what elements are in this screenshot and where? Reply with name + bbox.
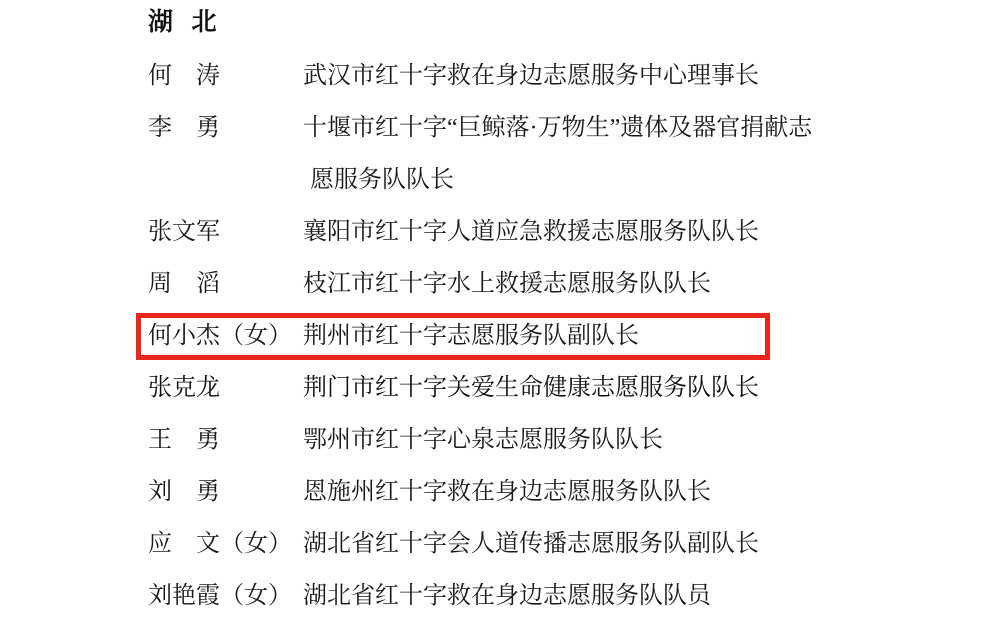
- entry-name: 李 勇: [148, 114, 220, 141]
- entry-name: 刘 勇: [148, 478, 220, 505]
- entry-name: 应 文（女）: [148, 530, 292, 557]
- section-heading-char-1: 湖: [148, 9, 174, 36]
- list-item-continuation: [0, 150, 1000, 202]
- entry-description: 湖北省红十字会人道传播志愿服务队副队长: [303, 530, 759, 557]
- entry-name: 刘艳霞（女）: [148, 582, 292, 609]
- list-item: [0, 98, 1000, 150]
- entry-description: 十堰市红十字“巨鲸落·万物生”遗体及器官捐献志: [303, 114, 813, 141]
- list-item-highlighted: [0, 358, 1000, 410]
- entry-name: 周 滔: [148, 270, 220, 297]
- list-item: [0, 514, 1000, 566]
- list-item: [0, 462, 1000, 514]
- entry-name: 何小杰（女）: [148, 322, 292, 349]
- entry-description: 鄂州市红十字心泉志愿服务队队长: [303, 426, 663, 453]
- entry-name: 张文军: [148, 218, 220, 245]
- entry-description: 襄阳市红十字人道应急救援志愿服务队队长: [303, 218, 759, 245]
- list-item: [0, 306, 1000, 358]
- entry-description: 荆州市红十字志愿服务队副队长: [303, 322, 639, 349]
- entry-description: 枝江市红十字水上救援志愿服务队队长: [303, 270, 711, 297]
- entry-name: 王 勇: [148, 426, 220, 453]
- entry-description-continued: 愿服务队队长: [310, 166, 454, 193]
- entry-name: 何 涛: [148, 62, 220, 89]
- entry-description: 湖北省红十字救在身边志愿服务队队员: [303, 582, 711, 609]
- list-item: [0, 202, 1000, 254]
- entry-list: [0, 46, 1000, 618]
- entry-description: 恩施州红十字救在身边志愿服务队队长: [303, 478, 711, 505]
- list-item: [0, 46, 1000, 98]
- list-item: [0, 566, 1000, 618]
- entry-description: 武汉市红十字救在身边志愿服务中心理事长: [303, 62, 759, 89]
- list-item: [0, 254, 1000, 306]
- entry-name: 张克龙: [148, 374, 220, 401]
- entry-description: 荆门市红十字关爱生命健康志愿服务队队长: [303, 374, 759, 401]
- section-heading-char-2: 北: [191, 9, 218, 36]
- list-item: [0, 410, 1000, 462]
- section-heading-hubei: [148, 2, 217, 38]
